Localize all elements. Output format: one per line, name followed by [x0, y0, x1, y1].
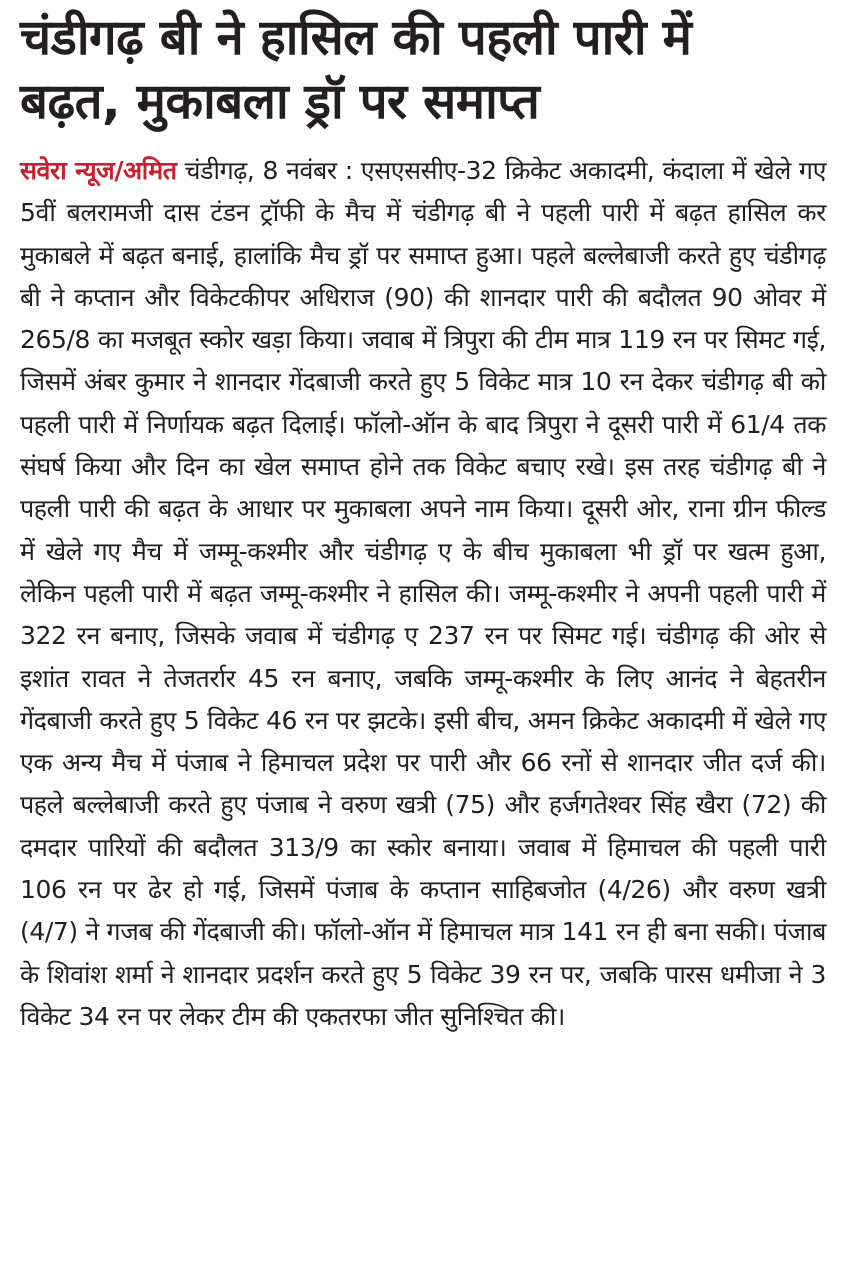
headline-line-1: चंडीगढ़ बी ने हासिल की पहली पारी में [20, 9, 692, 66]
byline: सवेरा न्यूज/अमित [20, 156, 177, 185]
headline-line-2: बढ़त, मुकाबला ड्रॉ पर समाप्त [20, 73, 540, 130]
article-body [20, 150, 826, 1038]
headline [20, 6, 826, 134]
article-body-text: चंडीगढ़, 8 नवंबर : एसएससीए-32 क्रिकेट अकादमी, कंदाला में खेले गए 5वीं बलरामजी दास टंडन ट्रॉफी के मैच में चंडीगढ़ बी ने पहली पारी में बढ़त हासिल कर मुकाबले में बढ़त बनाई, हालांकि मैच ड्रॉ पर समाप्त हुआ। पहले बल्लेबाजी करते हुए चंडीगढ़ बी ने कप्तान और विकेटकीपर अधिराज (90) की शानदार पारी की बदौलत 90 ओवर में 265/8 का मजबूत स्कोर खड़ा किया। जवाब में त्रिपुरा की टीम मात्र 119 रन पर सिमट गई, जिसमें अंबर कुमार ने शानदार गेंदबाजी करते हुए 5 विकेट मात्र 10 रन देकर चंडीगढ़ बी को पहली पारी में निर्णायक बढ़त दिलाई। फॉलो-ऑन के बाद त्रिपुरा ने दूसरी पारी में 61/4 तक संघर्ष किया और दिन का खेल समाप्त होने तक विकेट बचाए रखे। इस तरह चंडीगढ़ बी ने पहली पारी की बढ़त के आधार पर मुकाबला अपने नाम किया। दूसरी ओर, राना ग्रीन फील्ड में खेले गए मैच में जम्मू-कश्मीर और चंडीगढ़ ए के बीच मुकाबला भी ड्रॉ पर खत्म हुआ, लेकिन पहली पारी में बढ़त जम्मू-कश्मीर ने हासिल की। जम्मू-कश्मीर ने अपनी पहली पारी में 322 रन बनाए, जिसके जवाब में चंडीगढ़ ए 237 रन पर सिमट गई। चंडीगढ़ की ओर से इशांत रावत ने तेजतर्रार 45 रन बनाए, जबकि जम्मू-कश्मीर के लिए आनंद ने बेहतरीन गेंदबाजी करते हुए 5 विकेट 46 रन पर झटके। इसी बीच, अमन क्रिकेट अकादमी में खेले गए एक अन्य मैच में पंजाब ने हिमाचल प्रदेश पर पारी और 66 रनों से शानदार जीत दर्ज की। पहले बल्लेबाजी करते हुए पंजाब ने वरुण खत्री (75) और हर्जगतेश्वर सिंह खैरा (72) की दमदार पारियों की बदौलत 313/9 का स्कोर बनाया। जवाब में हिमाचल की पहली पारी 106 रन पर ढेर हो गई, जिसमें पंजाब के कप्तान साहिबजोत (4/26) और वरुण खत्री (4/7) ने गजब की गेंदबाजी की। फॉलो-ऑन में हिमाचल मात्र 141 रन ही बना सकी। पंजाब के शिवांश शर्मा ने शानदार प्रदर्शन करते हुए 5 विकेट 39 रन पर, जबकि पारस धमीजा ने 3 विकेट 34 रन पर लेकर टीम की एकतरफा जीत सुनिश्चित की। [20, 156, 826, 1031]
